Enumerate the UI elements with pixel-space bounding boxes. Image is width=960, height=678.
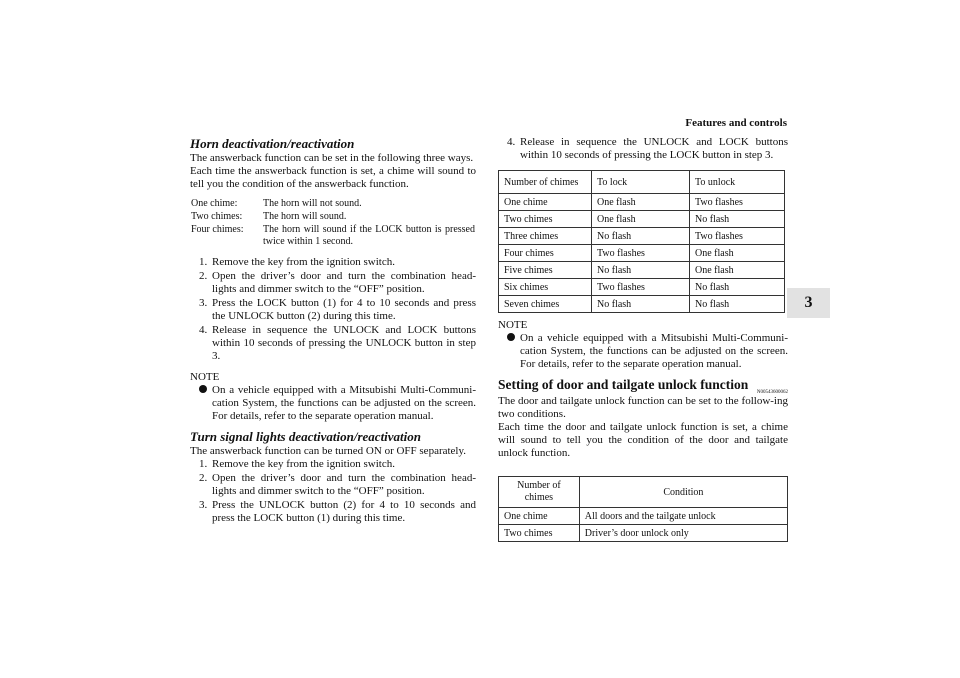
horn-heading: Horn deactivation/reactivation xyxy=(190,136,355,151)
step-item xyxy=(190,499,476,525)
chapter-tab: 3 xyxy=(787,288,830,318)
table-cell: Two flashes xyxy=(592,245,690,262)
table-cell: Six chimes xyxy=(499,279,592,296)
table-cell: Two flashes xyxy=(690,228,785,245)
step-number: 3. xyxy=(199,499,208,511)
chime-flash-table xyxy=(498,170,785,313)
turn-steps-list xyxy=(190,458,476,525)
table-cell: Four chimes xyxy=(499,245,592,262)
table-cell: Two flashes xyxy=(592,279,690,296)
step-number: 2. xyxy=(199,270,208,282)
reference-code: N00543600062 xyxy=(756,390,788,395)
note-text: On a vehicle equipped with a Mitsubishi Multi-Communi-cation System, the functions can be adjusted on the screen. For details, refer to the separate operation manual. xyxy=(520,332,788,370)
table-row xyxy=(499,525,788,542)
table-header-row xyxy=(499,477,788,508)
chime-def-row xyxy=(191,198,475,211)
table-cell: No flash xyxy=(690,211,785,228)
chime-term: Four chimes: xyxy=(191,224,244,235)
table-row xyxy=(499,194,785,211)
table-cell: Seven chimes xyxy=(499,296,592,313)
chime-def-row xyxy=(191,224,475,249)
left-column xyxy=(190,136,476,526)
turn-intro: The answerback function can be turned ON or OFF separately. xyxy=(190,445,467,457)
step-item xyxy=(190,324,476,363)
table-cell: Three chimes xyxy=(499,228,592,245)
step-number: 1. xyxy=(199,458,208,470)
chime-term: Two chimes: xyxy=(191,211,243,222)
bullet-icon xyxy=(199,385,207,393)
table-row xyxy=(499,279,785,296)
note-label: NOTE xyxy=(190,371,220,383)
chime-desc: The horn will sound if the LOCK button is pressed twice within 1 second. xyxy=(263,224,475,247)
chime-term: One chime: xyxy=(191,198,238,209)
table-row xyxy=(499,245,785,262)
table-cell: No flash xyxy=(690,296,785,313)
step-text: Release in sequence the UNLOCK and LOCK buttons within 10 seconds of pressing the UNLOCK button in step 3. xyxy=(212,324,476,362)
step-item xyxy=(190,270,476,296)
step-text: Open the driver’s door and turn the combination head-lights and dimmer switch to the “OFF” position. xyxy=(212,270,476,295)
door-intro-2: Each time the door and tailgate unlock function is set, a chime will sound to tell you the condition of the door and tailgate unlock function. xyxy=(498,421,788,459)
table-cell: One chime xyxy=(499,194,592,211)
table-cell: One chime xyxy=(499,508,580,525)
step-item xyxy=(190,472,476,498)
table-cell: One flash xyxy=(592,194,690,211)
page-header-title: Features and controls xyxy=(685,117,787,129)
column-header: To unlock xyxy=(690,171,785,194)
table-cell: One flash xyxy=(592,211,690,228)
table-cell: No flash xyxy=(592,228,690,245)
step-text: Press the UNLOCK button (2) for 4 to 10 seconds and press the LOCK button (1) during this time. xyxy=(212,499,476,524)
chime-desc: The horn will not sound. xyxy=(263,198,362,209)
step-text: Press the LOCK button (1) for 4 to 10 seconds and press the UNLOCK button (2) during this time. xyxy=(212,297,476,322)
column-header: Condition xyxy=(579,477,787,508)
step-item xyxy=(498,136,788,162)
unlock-condition-table xyxy=(498,476,788,542)
column-header: Number of chimes xyxy=(499,171,592,194)
horn-steps-list xyxy=(190,256,476,363)
note-label: NOTE xyxy=(498,319,528,331)
horn-intro-1: The answerback function can be set in the following three ways. xyxy=(190,152,474,164)
step-number: 3. xyxy=(199,297,208,309)
note-text: On a vehicle equipped with a Mitsubishi Multi-Communi-cation System, the functions can be adjusted on the screen. For details, refer to the separate operation manual. xyxy=(212,384,476,422)
door-tailgate-heading xyxy=(498,377,788,393)
right-column xyxy=(498,136,788,548)
table-cell: Two chimes xyxy=(499,211,592,228)
step-item xyxy=(190,297,476,323)
step-number: 4. xyxy=(199,324,208,336)
table-row xyxy=(499,296,785,313)
table-header-row xyxy=(499,171,785,194)
table-cell: No flash xyxy=(592,296,690,313)
chime-desc: The horn will sound. xyxy=(263,211,347,222)
table-cell: All doors and the tailgate unlock xyxy=(579,508,787,525)
table-cell: No flash xyxy=(592,262,690,279)
door-heading-text: Setting of door and tailgate unlock function xyxy=(498,377,749,392)
turn-signal-heading: Turn signal lights deactivation/reactivation xyxy=(190,429,422,444)
chime-def-row xyxy=(191,211,475,224)
step-text: Remove the key from the ignition switch. xyxy=(212,256,395,268)
table-cell: One flash xyxy=(690,262,785,279)
chime-definition-table xyxy=(191,198,475,249)
step-number: 1. xyxy=(199,256,208,268)
table-cell: One flash xyxy=(690,245,785,262)
table-row xyxy=(499,211,785,228)
step-text: Open the driver’s door and turn the combination head-lights and dimmer switch to the “OFF” position. xyxy=(212,472,476,497)
step-number: 4. xyxy=(507,136,516,148)
column-header: Number of chimes xyxy=(499,477,580,508)
table-row xyxy=(499,262,785,279)
step-number: 2. xyxy=(199,472,208,484)
turn-steps-continued xyxy=(498,136,788,162)
table-row xyxy=(499,228,785,245)
table-cell: Two flashes xyxy=(690,194,785,211)
step-text: Remove the key from the ignition switch. xyxy=(212,458,395,470)
table-cell: No flash xyxy=(690,279,785,296)
note-item xyxy=(190,384,476,423)
step-item xyxy=(190,256,476,269)
table-cell: Five chimes xyxy=(499,262,592,279)
horn-intro-2: Each time the answerback function is set, a chime will sound to tell you the condition of the answerback function. xyxy=(190,165,476,190)
step-item xyxy=(190,458,476,471)
bullet-icon xyxy=(507,333,515,341)
column-header: To lock xyxy=(592,171,690,194)
table-row xyxy=(499,508,788,525)
step-text: Release in sequence the UNLOCK and LOCK buttons within 10 seconds of pressing the LOCK button in step 3. xyxy=(520,136,788,161)
table-cell: Driver’s door unlock only xyxy=(579,525,787,542)
note-item xyxy=(498,332,788,371)
table-cell: Two chimes xyxy=(499,525,580,542)
door-intro-1: The door and tailgate unlock function can be set to the follow-ing two conditions. xyxy=(498,395,788,420)
